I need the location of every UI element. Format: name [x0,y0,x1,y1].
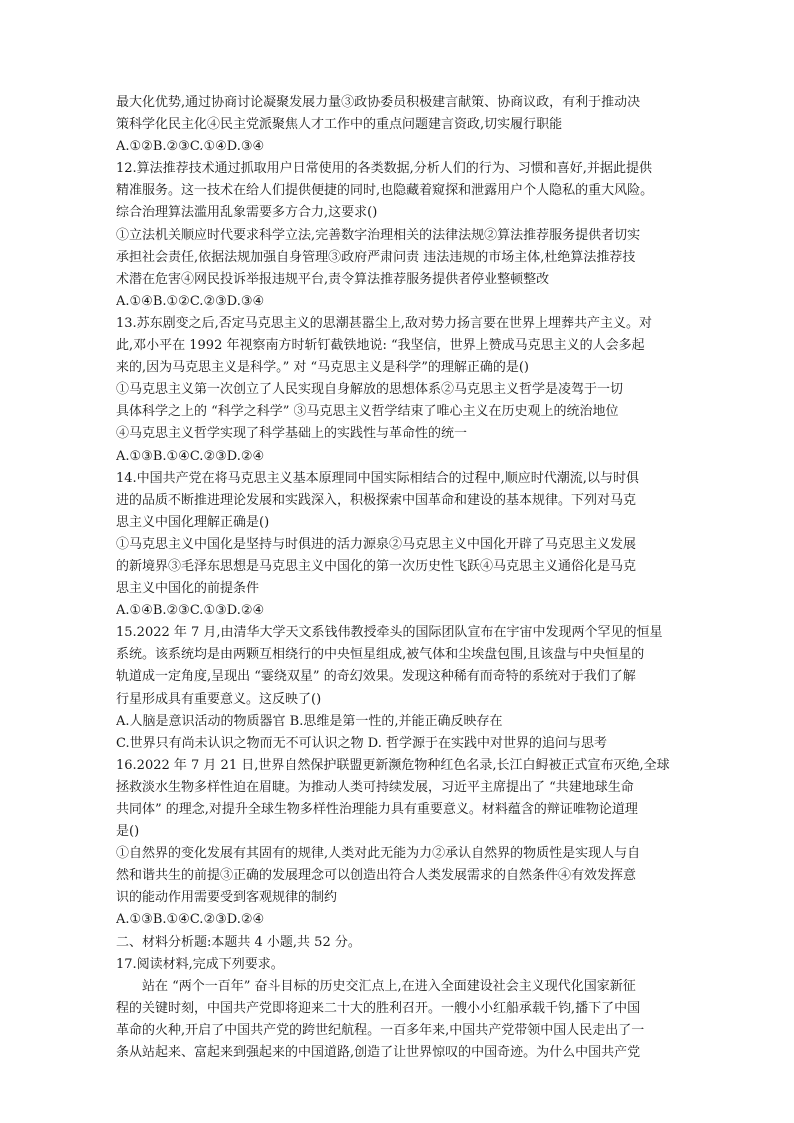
text-line: 来的,因为马克思主义是科学。” 对 “马克思主义是科学”的理解正确的是() [116,360,529,376]
answer-options: A.人脑是意识活动的物质器官 B.思维是第一性的,并能正确反映存在 [116,713,503,729]
answer-options: A.①②B.②③C.①④D.③④ [116,139,265,155]
text-line: ①马克思主义第一次创立了人民实现自身解放的思想体系②马克思主义哲学是凌驾于一切 [116,382,624,398]
text-line: 共同体” 的理念,对提升全球生物多样性治理能力具有重要意义。材料蕴含的辩证唯物论道理 [116,802,638,817]
answer-options: A.①④B.②③C.①③D.②④ [116,603,265,619]
text-line: 革命的火种,开启了中国共产党的跨世纪航程。一百多年来,中国共产党带领中国人民走出了一 [116,1022,645,1038]
text-line: 承担社会责任,依据法规加强自身管理③政府严肃问责 违法违规的市场主体,杜绝算法推荐技 [116,249,636,265]
text-line: 进的品质不断推进理论发展和实践深入，积极探索中国革命和建设的基本规律。下列对马克 [116,492,637,508]
question-14: 14.中国共产党在将马克思主义基本原理同中国实际相结合的过程中,顺应时代潮流,以与时俱 [116,470,639,486]
text-line: 最大化优势,通过协商讨论凝聚发展力量③政协委员积极建言献策、协商议政，有利于推动决 [116,95,641,110]
text-line: ①自然界的变化发展有其固有的规律,人类对此无能为力②承认自然界的物质性是实现人与自 [116,846,641,862]
text-line: 思主义中国化的前提条件 [116,581,260,597]
question-17: 17.阅读材料,完成下列要求。 [116,956,284,972]
text-line: 是() [116,824,140,840]
text-line: 精准服务。这一技术在给人们提供便捷的同时,也隐藏着窥探和泄露用户个人隐私的重大风险。 [116,183,654,199]
text-line: 程的关键时刻，中国共产党即将迎来二十大的胜利召开。一艘小小红船承载千钧,播下了中国 [116,1000,641,1016]
text-line: 此,邓小平在 1992 年视察南方时斩钉截铁地说: “我坚信，世界上赞成马克思主义的人会多起 [116,338,645,354]
text-line: 然和谐共生的前提③正确的发展理念可以创造出符合人类发展需求的自然条件④有效发挥意 [116,868,637,884]
question-15: 15.2022 年 7 月,由清华大学天文系钱伟教授牵头的国际团队宣布在宇宙中发现两个罕见的恒星 [116,625,663,641]
answer-options: A.①④B.①②C.②③D.③④ [116,293,265,309]
question-13: 13.苏东剧变之后,否定马克思主义的思潮甚嚣尘上,敌对势力扬言要在世界上埋葬共产主义。对 [116,315,652,331]
text-line: 术潜在危害④网民投诉举报违规平台,责令算法推荐服务提供者停业整顿整改 [116,271,550,287]
text-line: 站在 “两个一百年” 奋斗目标的历史交汇点上,在进入全面建设社会主义现代化国家新征 [142,978,636,994]
text-line: 轨道成一定角度,呈现出 “霎绕双星” 的奇幻效果。发现这种稀有而奇特的系统对于我们了解 [116,669,636,685]
section-heading: 二、材料分析题:本题共 4 小题,共 52 分。 [116,934,361,950]
text-line: 系统。该系统均是由两颗互相绕行的中央恒星组成,被气体和尘埃盘包围,且该盘与中央恒星的 [116,647,645,663]
question-16: 16.2022 年 7 月 21 日,世界自然保护联盟更新濒危物种红色名录,长江白鲟被正式宣布灭绝,全球 [116,757,670,773]
text-line: 策科学化民主化④民主党派聚焦人才工作中的重点问题建言资政,切实履行职能 [116,117,563,133]
text-line: 条从站起来、富起来到强起来的中国道路,创造了让世界惊叹的中国奇迹。为什么中国共产党 [116,1045,641,1061]
text-line: 拯救淡水生物多样性迫在眉睫。为推动人类可持续发展，习近平主席提出了 “共建地球生命 [116,779,634,795]
answer-options: A.①③B.①④C.②③D.②④ [116,448,265,464]
text-line: ④马克思主义哲学实现了科学基础上的实践性与革命性的统一 [116,426,468,442]
answer-options: A.①③B.①④C.②③D.②④ [116,912,265,928]
text-line: 综合治理算法滥用乱象需要多方合力,这要求() [116,205,378,221]
text-line: 具体科学之上的 “科学之科学” ③马克思主义哲学结束了唯心主义在历史观上的统治地位 [116,404,619,420]
document-page [116,92,680,1064]
text-line: 的新境界③毛泽东思想是马克思主义中国化的第一次历史性飞跃④马克思主义通俗化是马克 [116,558,637,574]
text-line: 行星形成具有重要意义。这反映了() [116,691,322,707]
text-line: ①立法机关顺应时代要求科学立法,完善数字治理相关的法律法规②算法推荐服务提供者切实 [116,227,641,243]
question-12: 12.算法推荐技术通过抓取用户日常使用的各类数据,分析人们的行为、习惯和喜好,并据此提供 [116,161,652,177]
answer-options: C.世界只有尚未认识之物而无不可认识之物 D. 哲学源于在实践中对世界的追问与思考 [116,735,607,751]
text-line: 识的能动作用需要受到客观规律的制约 [116,890,338,906]
text-line: 思主义中国化理解正确是() [116,514,270,530]
text-line: ①马克思主义中国化是坚持与时俱进的活力源泉②马克思主义中国化开辟了马克思主义发展 [116,536,637,552]
